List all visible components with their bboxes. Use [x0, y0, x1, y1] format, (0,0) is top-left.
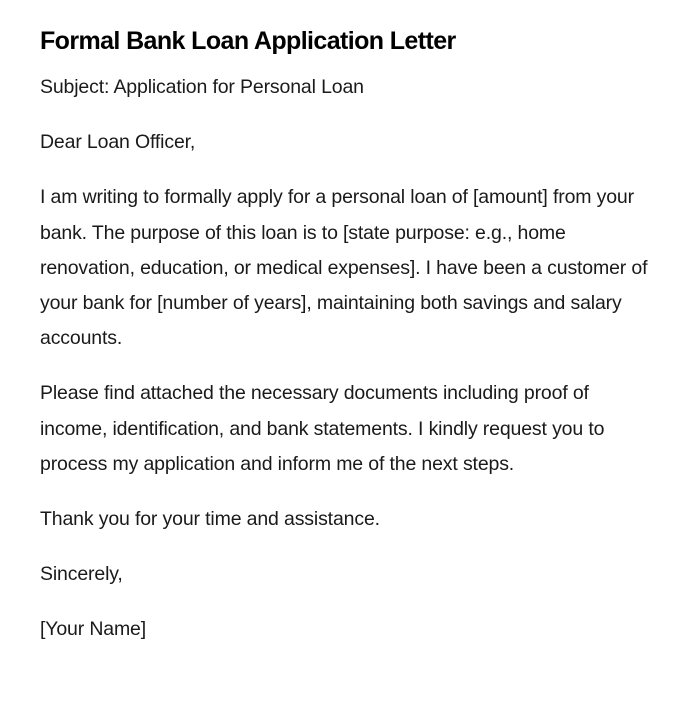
letter-paragraph-documents: Please find attached the necessary documents including proof of income, identification, and bank statements. I kindly request you to process my application and inform me of the next steps.: [40, 382, 605, 475]
letter-paragraph-thanks: Thank you for your time and assistance.: [40, 508, 380, 531]
letter-signature: [Your Name]: [40, 618, 147, 641]
letter-closing: Sincerely,: [40, 563, 123, 586]
letter-salutation: Dear Loan Officer,: [40, 131, 196, 154]
letter-subject: Subject: Application for Personal Loan: [40, 76, 364, 98]
letter-paragraph-intro: I am writing to formally apply for a personal loan of [amount] from your bank. The purpose of this loan is to [state purpose: e.g., home renovation, education, or medical expenses]. I have been a customer of your bank for [number of years], maintaining both savings and salary accounts.: [40, 186, 648, 350]
letter-title: Formal Bank Loan Application Letter: [40, 27, 456, 55]
